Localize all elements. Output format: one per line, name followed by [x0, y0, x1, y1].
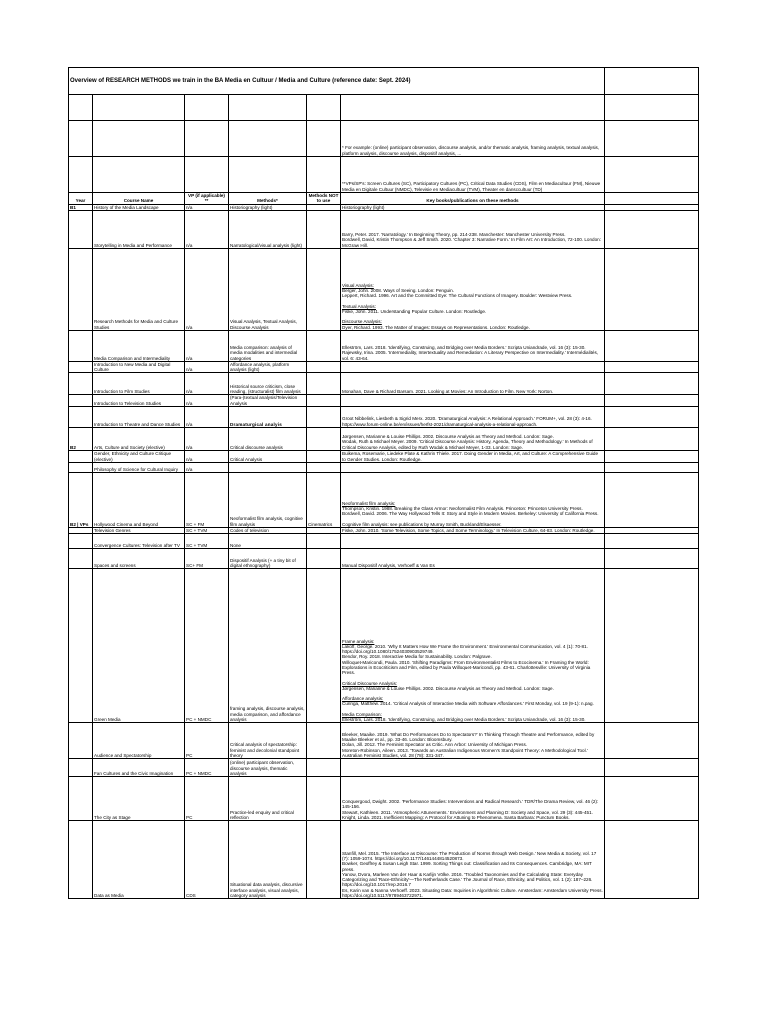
book-reference: Bendor, Roy. 2018. Interactive Media for Sustainability. London: Palgrave. [342, 654, 492, 660]
key-books-cell [341, 723, 605, 759]
year-cell [69, 395, 93, 407]
empty-cell [605, 473, 699, 528]
not-used-cell [307, 549, 341, 569]
methods-cell: None [229, 534, 307, 549]
book-reference: Discourse Analysis: [342, 319, 382, 325]
vp-cell: n/a [185, 428, 229, 451]
vp-cell: SC + TVM [185, 534, 229, 549]
empty-cell [605, 463, 699, 473]
empty-cell [605, 549, 699, 569]
course-name-cell: Convergence Cultures: Television after TV [93, 534, 185, 549]
course-name-cell: Philosophy of Science for Cultural Inquiry [93, 463, 185, 473]
year-cell [69, 451, 93, 463]
vp-cell: PC + NMDC [185, 759, 229, 777]
book-reference: Elleström, Lars. 2018. 'Identifying, Construing, and Bridging over Media Borders.' Scripta Uniandrade, vol. 16 (3): 15-30. [342, 345, 586, 350]
vp-cell: SC + FM [185, 473, 229, 528]
not-used-cell [307, 428, 341, 451]
empty-cell [605, 248, 699, 330]
year-cell [69, 759, 93, 777]
year-cell [69, 248, 93, 330]
course-name-cell: Media Comparison and Intermediality [93, 330, 185, 361]
methods-cell: Practice-led enquiry and critical reflection [229, 777, 307, 821]
book-reference: Frame analysis: [342, 638, 375, 644]
vp-cell: n/a [185, 373, 229, 395]
empty-cell [605, 361, 699, 373]
not-used-cell [307, 395, 341, 407]
methods-cell [229, 463, 307, 473]
header-row [69, 193, 699, 205]
vp-cell: SC+ FM [185, 549, 229, 569]
course-name-cell: Gender, Ethnicity and Culture Critique (elective) [93, 451, 185, 463]
not-used-cell [307, 210, 341, 248]
header-methods: Methods* [229, 193, 307, 205]
key-books-cell [341, 361, 605, 373]
book-reference: Fiske, John. 2010. 'Some Television, Some Topics, and Some Terminology.' In Television Culture, 64-83. London: Routledge. [342, 528, 595, 534]
book-reference: Stewart, Kathleen. 2011. 'Atmospheric Attunements.' Environment and Planning D: Society and Space, vol. 29 (3): 445-451. [342, 809, 593, 815]
methods-cell: (online) participant observation, discourse analysis, thematic analysis [229, 759, 307, 777]
methods-cell: Media comparison: analysis of media modalities and intermedial categories [229, 330, 307, 361]
not-used-cell [307, 361, 341, 373]
not-used-cell [307, 569, 341, 723]
not-used-cell [307, 534, 341, 549]
book-reference: Elleström, Lars. 2018. 'Identifying, Construing, and Bridging over Media Borders.' Scripta Uniandrade, vol. 16 (3): 15-30. [342, 717, 586, 723]
book-reference: Bordwell, David, Kristin Thompson & Jeff Smith. 2020. 'Chapter 3: Narrative Form.' In Film Art: An Introduction, 72-100. London: McGraw Hill. [342, 237, 601, 248]
vp-footnote: **VPs/SP's: Screen Cultures (SC), Participatory Cultures (PC), Critical Data Studies (CDS), Film en Mediacultuur (FM), Nieuwe Media en Digitale Cultuur (NMDC), Televisie en Mediacultuur (TVM), Theater en dansccultuur (TD) [341, 157, 605, 193]
not-used-cell [307, 723, 341, 759]
book-reference: Lakoff, George. 2010. 'Why It Matters How We Frame the Environment.' Environmental Communication, vol. 4 (1): 70-81. https://doi.org/10.1080/17524030903529749. [342, 643, 588, 655]
not-used-cell [307, 463, 341, 473]
key-books-cell [341, 330, 605, 361]
book-reference: Critical Discourse Analysis: [342, 680, 398, 686]
course-name-cell: Television Genres [93, 528, 185, 534]
table-row [69, 395, 699, 407]
vp-cell: n/a [185, 210, 229, 248]
vp-cell: n/a [185, 248, 229, 330]
not-used-cell [307, 373, 341, 395]
methods-cell: Historiography (light) [229, 204, 307, 210]
methods-cell: Dramaturgical analyis [229, 407, 307, 428]
table-row [69, 569, 699, 723]
year-cell [69, 569, 93, 723]
book-reference: Knight, Linda. 2021. Inefficient Mapping: A Protocol for Attuning to Phenomena. Santa Barbara: Punctum Books. [342, 815, 570, 821]
methods-cell: Situational data analysis, discursive interface analysis, visual analysis, category analysis [229, 821, 307, 899]
sheet-title: Overview of RESEARCH METHODS we train in the BA Media en Cultuur / Media and Culture (reference date: Sept. 2024) [69, 68, 605, 95]
book-reference: Affordance analysis: [342, 696, 384, 702]
key-books-cell [341, 373, 605, 395]
table-row [69, 723, 699, 759]
book-reference: Dyer, Richard. 1993. The Matter of Images: Essays on Representations. London: Routledge. [342, 324, 530, 330]
course-name-cell: Fan Cultures and the Civic Imagination [93, 759, 185, 777]
key-books-cell [341, 407, 605, 428]
table-row [69, 428, 699, 451]
book-reference: Curinga, Matthew. 2014. 'Critical Analysis of Interactive Media with Software Affordances.' First Monday, vol. 19 (9-1): n.pag. [342, 701, 594, 707]
methods-cell: framing analysis, discourse analysis, media comparison, and affordance analysis [229, 569, 307, 723]
empty-cell [605, 534, 699, 549]
year-cell [69, 777, 93, 821]
vp-cell: PC [185, 723, 229, 759]
methods-cell: Affordance analysis, platform analysis (light) [229, 361, 307, 373]
key-books-cell [341, 759, 605, 777]
book-reference: Buikema, Rosemarie, Liedeke Plate & Kathrin Thiele. 2017. Doing Gender in Media, Art, and Culture: A Comprehensive Guide to Gender Studies. London: Routledge. [342, 451, 599, 462]
book-reference: Cognitive film analysis: see publications by Murray Smith, Buckland/Elsaesser. [342, 521, 502, 527]
book-reference: Barry, Peter. 2017. 'Narratology.' In Beginning Theory, pp. 214-238. Manchester: Manchester University Press. [342, 232, 566, 237]
table-row [69, 777, 699, 821]
header-vp: VP (if applicable) ** [185, 193, 229, 205]
not-used-cell [307, 821, 341, 899]
table-row [69, 210, 699, 248]
year-cell [69, 463, 93, 473]
header-books: Key books/publications on these methods [341, 193, 605, 205]
year-cell: B2 [69, 428, 93, 451]
book-reference: Jørgensen, Marianne & Louise Phillips. 2002. Discourse Analysis as Theory and Method. London: Sage. [342, 685, 554, 691]
empty-cell [605, 428, 699, 451]
key-books-cell [341, 463, 605, 473]
methods-cell: Neoformalist film analysis, cognitive film analysis [229, 473, 307, 528]
year-cell [69, 407, 93, 428]
methods-cell: Critical analysis of spectatorship: feminist and decolonial standpoint theory [229, 723, 307, 759]
vp-cell: n/a [185, 407, 229, 428]
vp-cell: n/a [185, 451, 229, 463]
table-row [69, 473, 699, 528]
book-reference: Manual Dispositif Analysis, Verhoeff & Van Es [342, 563, 435, 569]
year-cell: B1 [69, 204, 93, 210]
empty-cell [605, 569, 699, 723]
year-cell [69, 210, 93, 248]
book-reference: Bowker, Geoffrey & Susan Leigh Star. 1999. Sorting Things out: Classification and Its Consequences. Cambridge, MA: MIT press. [342, 861, 592, 872]
book-reference: Moreton-Robinson, Aileen. 2013. 'Towards an Australian Indigenous Women's Standpoint Theory: A Methodological Tool.' Australian Feminist Studies, vol. 28 (78): 331-347. [342, 747, 588, 759]
not-used-cell [307, 451, 341, 463]
table-row [69, 821, 699, 899]
book-reference: Groot Nibbelink, Liesbeth & Sigrid Merx. 2020. 'Dramaturgical Analysis: A Relational Approach.' FORUM+, vol. 28 (3): 4-16. https://www.forum-online.be/en/issues/herfst-2021/dramaturgical-analysis-a-relational-approach. [342, 416, 592, 427]
table-row [69, 534, 699, 549]
key-books-cell [341, 248, 605, 330]
book-reference: Bleeker, Maaike. 2019. 'What Do Performances Do to Spectators?' In Thinking Through Theatre and Performance, edited by Maaike Bleeker et al., pp. 33-46. London: Bloomsbury. [342, 731, 595, 743]
course-name-cell: The City as Stage [93, 777, 185, 821]
empty-cell [605, 68, 699, 95]
course-name-cell: Introduction to New Media and Digital Culture [93, 361, 185, 373]
vp-cell: n/a [185, 395, 229, 407]
book-reference: Monahan, Dave & Richard Barsam. 2021. Looking at Movies: An Introduction to Film. New York: Norton. [342, 389, 554, 395]
not-used-cell [307, 330, 341, 361]
methods-cell: Critical Analysis [229, 451, 307, 463]
key-books-cell [341, 428, 605, 451]
course-name-cell: Introduction to Television Studies [93, 395, 185, 407]
not-used-cell [307, 407, 341, 428]
empty-cell [605, 821, 699, 899]
year-cell [69, 330, 93, 361]
methods-cell: Codes of television [229, 528, 307, 534]
table-row [69, 451, 699, 463]
year-cell [69, 361, 93, 373]
course-name-cell: Arts, Culture and Society (elective) [93, 428, 185, 451]
empty-cell [605, 777, 699, 821]
course-name-cell: Data as Media [93, 821, 185, 899]
book-reference: Dolan, Jill. 2012. The Feminist Spectator as Critic. Ann Arbor: University of Michigan Press. [342, 742, 528, 748]
course-name-cell: Hollywood Cinema and Beyond [93, 473, 185, 528]
book-reference: Media Comparison: [342, 711, 382, 717]
not-used-cell [307, 777, 341, 821]
table-row [69, 463, 699, 473]
methods-footnote: * For example: (online) participant observation, discourse analysis, and/or thematic analysis, framing analysis, textual analysis, platform analysis, discourse analysis, dispositif analysis, ... [341, 121, 605, 157]
table-row [69, 759, 699, 777]
year-cell [69, 534, 93, 549]
empty-cell [605, 373, 699, 395]
key-books-cell [341, 473, 605, 528]
course-name-cell: Green Media [93, 569, 185, 723]
methods-cell: Critical discourse analysis [229, 428, 307, 451]
vp-cell: n/a [185, 463, 229, 473]
book-reference: Bordwell, David. 2006. The Way Hollywood Tells It: Story and Style in Modern Movies. Berkeley: University of California Press. [342, 511, 599, 517]
year-cell [69, 549, 93, 569]
book-reference: Neoformalist film analysis: [342, 500, 396, 506]
methods-cell: Visual Analysis, Textual Analysis, Discourse Analysis [229, 248, 307, 330]
book-reference: Textual Analysis: [342, 303, 376, 309]
table-row [69, 330, 699, 361]
table-row [69, 248, 699, 330]
not-used-cell [307, 248, 341, 330]
empty-cell [605, 407, 699, 428]
book-reference: Thompson, Kristin. 1988. Breaking the Glass Armor: Neoformalist Film Analysis. Princeton: Princeton University Press. [342, 506, 583, 512]
key-books-cell [341, 395, 605, 407]
key-books-cell [341, 821, 605, 899]
empty-cell [605, 759, 699, 777]
course-name-cell: Spaces and screens [93, 549, 185, 569]
book-reference: Berger, John. 2008. Ways of Seeing. London: Penguin. [342, 288, 454, 294]
book-reference: Willoquet-Maricondi, Paula. 2010. 'Shifting Paradigms: From Environmentalist Films to Ecocinema.' In Framing the World: Explorations in Ecocriticism and Film, edited by Paula Willoquet-Maricondi, pp. 43-61. Charlottesville: University of Virginia Press. [342, 659, 591, 676]
key-books-cell [341, 210, 605, 248]
header-not-used: Methods NOT to use [307, 193, 341, 205]
empty-cell [605, 330, 699, 361]
book-reference: Stanfill, Mel. 2015. 'The Interface as Discourse: The Production of Norms through Web Design.' New Media & Society, vol. 17 (7): 1059-1074. https://doi.org/10.1177/1461444814520873. [342, 850, 597, 861]
header-year: Year [69, 193, 93, 205]
key-books-cell [341, 451, 605, 463]
course-name-cell: Introduction to Film Studies [93, 373, 185, 395]
course-name-cell: History of the Media Landscape [93, 204, 185, 210]
book-reference: Es, Karin van & Nanna Verhoeff. 2023. Situating Data: Inquiries in Algorithmic Culture. Amsterdam: Amsterdam University Press. https://doi.org/10.5117/9789463722971. [342, 887, 603, 899]
key-books-cell [341, 549, 605, 569]
course-name-cell: Introduction to Theatre and Dance Studies [93, 407, 185, 428]
book-reference: Fiske, John. 2011. Understanding Popular Culture. London: Routledge. [342, 309, 487, 314]
key-books-cell [341, 569, 605, 723]
empty-cell [605, 210, 699, 248]
book-reference: Leppert, Richard. 1996. Art and the Committed Eye: The Cultural Functions of Imagery. Boulder: Westview Press. [342, 293, 573, 299]
spreadsheet [68, 67, 698, 899]
vp-cell: PC [185, 777, 229, 821]
book-reference: Visual Analysis: [342, 282, 374, 288]
key-books-cell [341, 528, 605, 534]
book-reference: Jørgensen, Marianne & Louise Phillips. 2002. Discourse Analysis as Theory and Method. London: Sage. [342, 434, 554, 440]
year-cell [69, 373, 93, 395]
year-cell [69, 821, 93, 899]
table-row [69, 361, 699, 373]
book-reference: Yanow, Dvora, Marleen Van der Haar & Karlijn Völke. 2016. 'Troubled Taxonomies and the Calculating State: Everyday Categorizing and 'Race-Ethnicity'—The Netherlands Case.' The Journal of Race, Ethnicity, and Politics, vol. 1 (2): 187–226. https://doi.org/10.1017/rep.2016.7 [342, 871, 593, 888]
year-cell [69, 723, 93, 759]
book-reference: Wodak, Ruth & Michael Meyer. 2009. 'Critical Discourse Analysis: History, Agenda, Theory and Methodology.' In Methods of Critical Discourse Analysis, edited by Ruth Wodak & Michael Meyer, 1-33. London: Sage. [342, 439, 593, 450]
vp-cell: n/a [185, 204, 229, 210]
year-cell: B2 | VPs [69, 473, 93, 528]
methods-cell: (Para-)textual analysis/Television Analysis [229, 395, 307, 407]
table-row [69, 407, 699, 428]
header-course: Course Name [93, 193, 185, 205]
vp-cell: CDS [185, 821, 229, 899]
book-reference: Conquergood, Dwight. 2002. 'Performance Studies: Interventions and Radical Research.' TDR/The Drama Review, vol. 46 (2): 145-156. [342, 799, 599, 810]
vp-cell: SC + TVM [185, 528, 229, 534]
table-row [69, 373, 699, 395]
key-books-cell [341, 534, 605, 549]
book-reference: Rajewsky, Irina. 2005. 'Intermediality, Intertextuality and Remediation: A Literary Perspective on Intermediality.' Intermédialités, vol. 6: 43-64. [342, 350, 599, 361]
methods-cell: Dispositif Analysis (+ a tiny bit of digital ethnography) [229, 549, 307, 569]
table-row [69, 549, 699, 569]
vp-cell: n/a [185, 330, 229, 361]
book-reference: Historiography (light) [342, 204, 385, 210]
vp-cell: n/a [185, 361, 229, 373]
methods-table [68, 67, 699, 899]
not-used-cell: Cinematrics [307, 473, 341, 528]
methods-cell: Narratological/visual analysis (light) [229, 210, 307, 248]
course-name-cell: Research Methods for Media and Culture Studies [93, 248, 185, 330]
vp-cell: PC + NMDC [185, 569, 229, 723]
course-name-cell: Audience and Spectatorship [93, 723, 185, 759]
course-name-cell: Storytelling in Media and Performance [93, 210, 185, 248]
empty-cell [605, 395, 699, 407]
empty-cell [605, 723, 699, 759]
methods-cell: Historical source criticism, close reading, (structuralist) film analysis [229, 373, 307, 395]
empty-cell [605, 451, 699, 463]
key-books-cell [341, 777, 605, 821]
not-used-cell [307, 759, 341, 777]
